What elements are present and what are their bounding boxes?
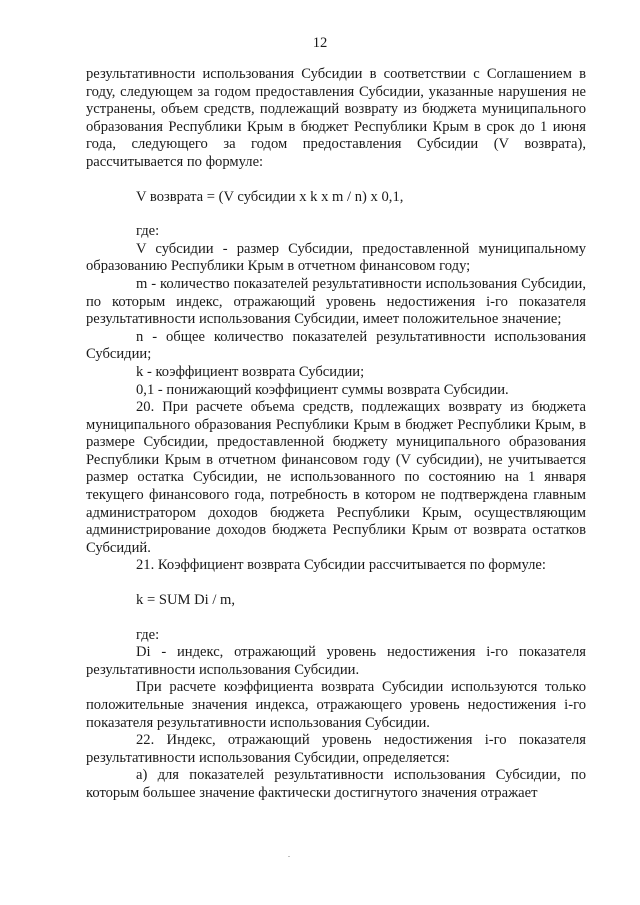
definition-0-1: 0,1 - понижающий коэффициент суммы возврата Субсидии. <box>136 381 509 398</box>
paragraph-20: 20. При расчете объема средств, подлежащих возврату из бюджета муниципального образования Республики Крым в бюджет Республики Крым, в размере Субсидии, предоставленной бюджету муниципального образования Республики Крым в отчетном финансовом году (V субсидии), не учитывается размер остатка Субсидии, не использованного по состоянию на 1 января текущего финансового года, потребность в котором не подтверждена главным администратором доходов бюджета Республики Крым, осуществляющим администрирование доходов бюджета Республики Крым от возврата остатков Субсидий. <box>86 399 586 556</box>
paragraph-calculation-note: При расчете коэффициента возврата Субсидии используются только положительные значения индекса, отражающего уровень недостижения i-го показателя результативности использования Субсидии. <box>86 679 586 731</box>
paragraph-continuation: результативности использования Субсидии в соответствии с Соглашением в году, следующем за годом предоставления Субсидии, указанные нарушения не устранены, объем средств, подлежащий возврату из бюджета муниципального образования Республики Крым в бюджет Республики Крым в срок до 1 июня года, следующего за годом предоставления Субсидии (V возврата), рассчитывается по формуле: <box>86 66 586 170</box>
definition-n: n - общее количество показателей результативности использования Субсидии; <box>86 328 586 363</box>
definition-k: k - коэффициент возврата Субсидии; <box>136 363 365 380</box>
page-number: 12 <box>312 35 328 51</box>
paragraph-21: 21. Коэффициент возврата Субсидии рассчитывается по формуле: <box>136 557 546 574</box>
definition-m: m - количество показателей результативности использования Субсидии, по которым индекс, отражающий уровень недостижения i-го показателя результативности использования Субсидии, имеет положительное значение; <box>86 275 586 328</box>
scan-speck <box>288 856 290 857</box>
where-label: где: <box>136 223 160 240</box>
document-body <box>86 66 586 803</box>
formula-k: k = SUM Di / m, <box>136 592 236 609</box>
where-label-2: где: <box>136 626 160 643</box>
definition-di: Di - индекс, отражающий уровень недостижения i-го показателя результативности использования Субсидии. <box>86 644 586 678</box>
formula-v-return: V возврата = (V субсидии x k x m / n) x 0,1, <box>136 188 404 205</box>
paragraph-22-a: а) для показателей результативности использования Субсидии, по которым большее значение фактически достигнутого значения отражает <box>86 767 586 801</box>
definition-v-subsidy: V субсидии - размер Субсидии, предоставленной муниципальному образованию Республики Крым в отчетном финансовом году; <box>86 240 586 275</box>
paragraph-22: 22. Индекс, отражающий уровень недостижения i-го показателя результативности использования Субсидии, определяется: <box>86 732 586 766</box>
